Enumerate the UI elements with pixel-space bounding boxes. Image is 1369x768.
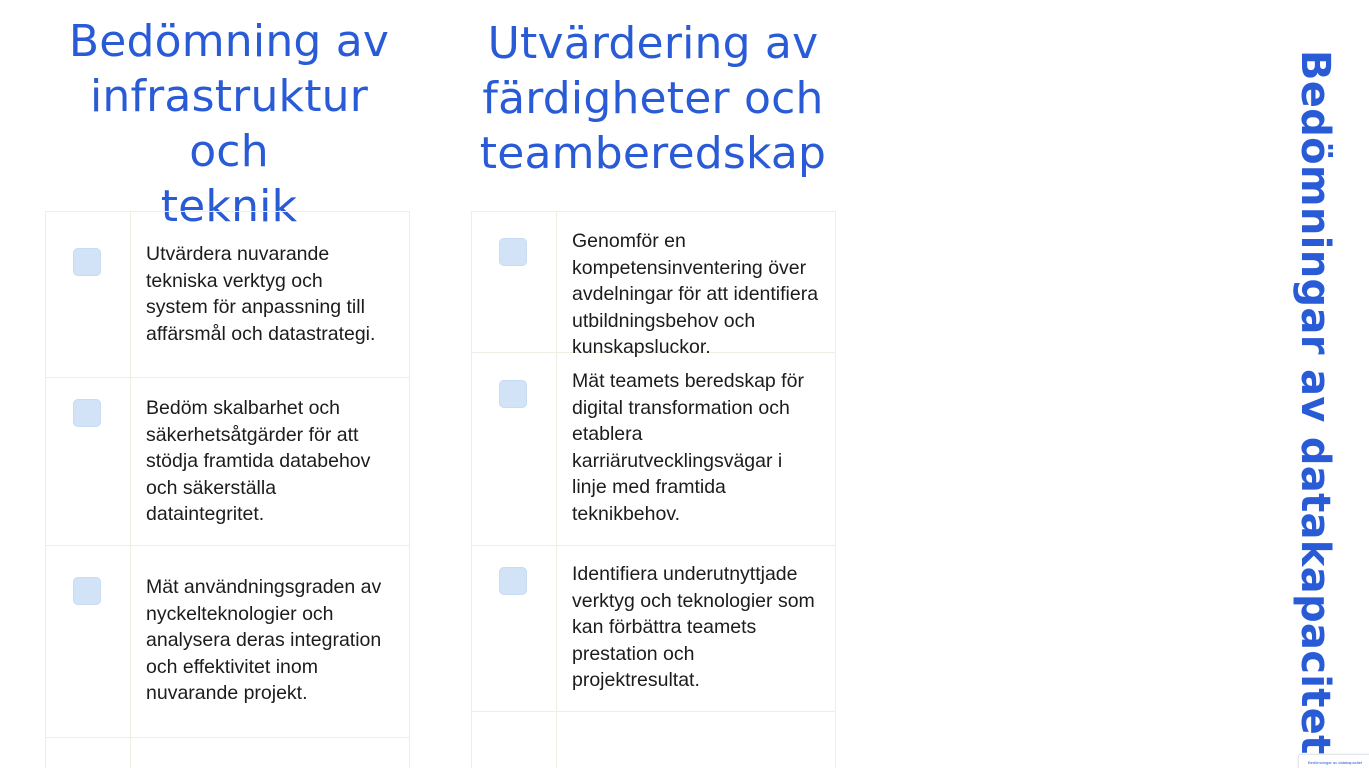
row-divider [472,711,835,712]
row-divider [472,545,835,546]
row-divider [46,737,409,738]
column-heading-infrastructure [44,14,414,234]
checkbox-unchecked-icon[interactable] [499,567,527,595]
thumbnail-caption: Bedömningar av datakapacitet [1308,760,1363,765]
row-divider [46,545,409,546]
heading-line: färdigheter och [482,73,824,124]
heading-line: teknik [160,181,298,232]
checklist-skills [471,211,836,768]
checkbox-unchecked-icon[interactable] [73,577,101,605]
column-divider [130,212,131,768]
item-text: Genomför en kompetensinventering över avdelningar för att identifiera utbildningsbehov och kunskapsluckor. [572,230,819,358]
checkbox-unchecked-icon[interactable] [73,248,101,276]
checkbox-unchecked-icon[interactable] [499,238,527,266]
row-divider [46,377,409,378]
column-heading-skills [472,16,834,181]
heading-line: Bedömning av [68,16,390,67]
checklist-infrastructure [45,211,410,768]
column-divider [556,212,557,768]
item-text: Identifiera underutnyttjade verktyg och teknologier som kan förbättra teamets prestation och projektresultat. [572,563,815,691]
item-text: Mät användningsgraden av nyckelteknologier och analysera deras integration och effektivitet inom nuvarande projekt. [146,576,382,704]
checkbox-unchecked-icon[interactable] [499,380,527,408]
item-text: Utvärdera nuvarande tekniska verktyg och system för anpassning till affärsmål och datastrategi. [146,243,376,345]
heading-line: teamberedskap [479,128,827,179]
heading-line: Utvärdering av [487,18,819,69]
section-title-vertical: Bedömningar av datakapacitet [1292,50,1338,755]
checkbox-unchecked-icon[interactable] [73,399,101,427]
heading-line: infrastruktur och [89,71,369,177]
item-text: Mät teamets beredskap för digital transformation och etablera karriärutvecklingsvägar i linje med framtida teknikbehov. [572,370,804,525]
item-text: Bedöm skalbarhet och säkerhetsåtgärder för att stödja framtida databehov och säkerställa dataintegritet. [146,397,371,525]
slide-thumbnail[interactable] [1298,754,1369,768]
